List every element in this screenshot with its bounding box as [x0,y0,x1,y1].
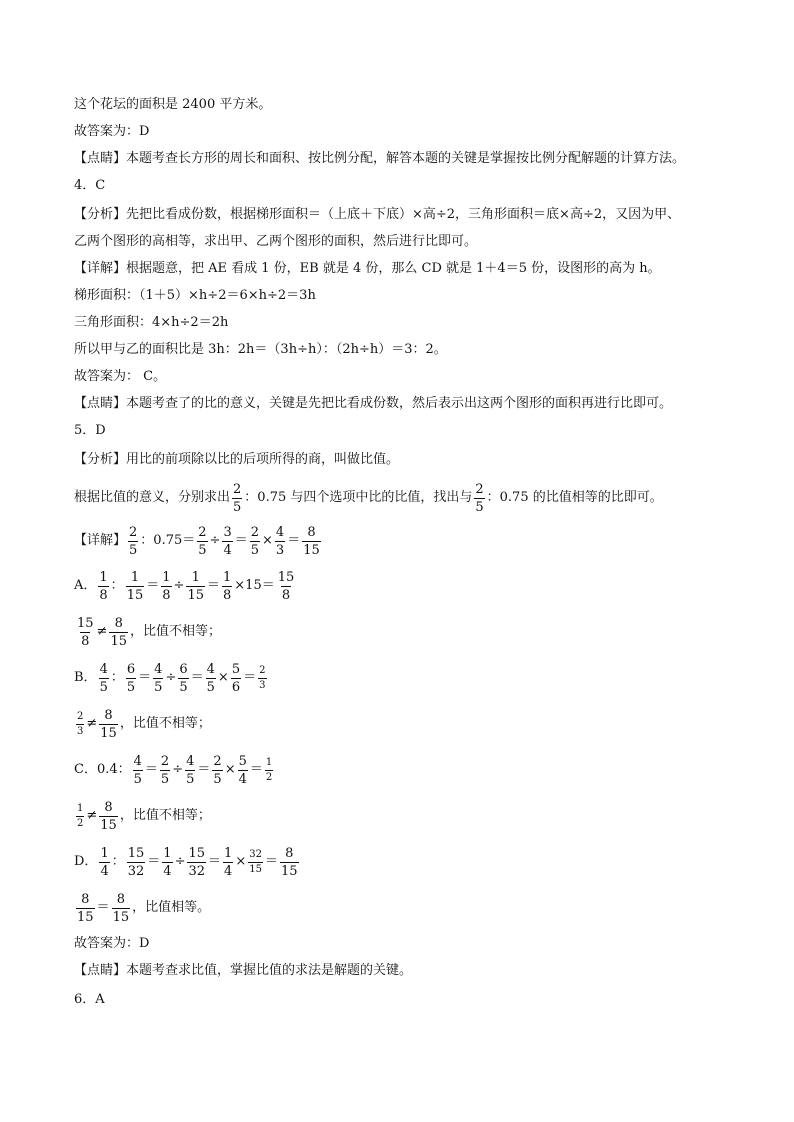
fraction [76,893,95,924]
fraction [76,712,84,737]
numerator: 5 [231,661,241,677]
text-segment: B． [74,670,97,685]
denominator: 5 [154,679,163,695]
denominator: 4 [100,863,109,879]
fraction [76,617,95,648]
text-segment: ＝ [197,762,211,777]
numerator: 1 [223,569,232,585]
fraction [474,483,484,514]
fraction [98,571,108,602]
fraction [222,526,232,557]
text-segment: ≠ [86,716,98,731]
fraction [258,666,266,691]
analysis-line [74,480,663,516]
numerator: 2 [475,481,484,497]
analysis-line: 【分析】用比的前项除以比的后项所得的商，叫做比值。 [74,452,400,467]
text-segment: C．0.4： [74,762,131,777]
numerator: 8 [114,615,123,631]
fraction [232,483,242,514]
denominator: 2 [265,771,273,783]
denominator: 6 [231,679,241,695]
denominator: 8 [223,587,232,603]
text-segment: ，比值不相等； [130,624,222,639]
numerator: 1 [191,569,200,585]
denominator: 4 [223,542,232,558]
text-segment: ＝ [146,578,160,593]
denominator: 5 [133,771,142,787]
denominator: 5 [129,542,138,558]
numerator: 2 [77,710,84,722]
text-segment: ÷ [172,762,184,777]
denominator: 8 [162,587,171,603]
analysis-line: 乙两个图形的高相等，求出甲、乙两个图形的面积，然后进行比即可。 [74,234,478,249]
denominator: 15 [100,817,117,833]
numerator: 2 [160,753,170,769]
numerator: 2 [250,524,260,540]
denominator: 5 [233,499,242,515]
text-segment: A． [74,578,97,593]
fraction [250,526,260,557]
numerator: 15 [188,845,206,861]
formula-line: 三角形面积：4×h÷2＝2h [74,315,229,330]
fraction [231,663,241,694]
fraction [99,663,109,694]
numerator: 8 [285,845,294,861]
text-segment: ，比值相等。 [132,900,211,915]
text: 根据比值的意义，分别求出 [74,490,231,505]
text-segment: ＝ [287,533,301,548]
fraction [153,663,163,694]
fraction [112,893,131,924]
numerator: 15 [77,615,94,631]
text: ：0.75 的比值相等的比即可。 [486,490,663,505]
denominator: 15 [280,863,298,879]
text-segment: ： [110,670,124,685]
numerator: 8 [307,524,316,540]
denominator: 15 [249,863,262,875]
fraction [126,663,136,694]
fraction [99,801,118,832]
option-d-line [74,844,301,880]
denominator: 5 [475,499,484,515]
denominator: 5 [160,771,170,787]
numerator: 2 [233,481,242,497]
denominator: 5 [99,679,108,695]
denominator: 2 [77,817,84,829]
fraction [109,617,128,648]
comment-line: 【点睛】本题考查求比值，掌握比值的求法是解题的关键。 [74,963,413,978]
comment-line: 【点睛】本题考查长方形的周长和面积、按比例分配，解答本题的关键是掌握按比例分配解题的计算方法。 [74,151,686,166]
numerator: 6 [179,661,188,677]
denominator: 15 [110,633,127,649]
text-segment: ，比值不相等； [119,808,211,823]
denominator: 3 [259,679,266,691]
numerator: 8 [104,707,113,723]
text-segment: ＝ [234,533,248,548]
text-segment: × [235,854,247,869]
fraction [302,526,321,557]
text-segment: ＝ [147,854,161,869]
text-segment: ÷ [209,533,221,548]
text-segment: ＝ [96,900,110,915]
denominator: 8 [281,587,291,603]
text-segment: ÷ [173,578,185,593]
numerator: 1 [265,756,273,768]
fraction [265,758,273,783]
fraction [222,571,232,602]
text-segment: ＝ [243,670,257,685]
numerator: 4 [206,661,215,677]
numerator: 4 [99,661,108,677]
answer-line: 故答案为：D [74,936,150,951]
comparison-line [74,706,211,742]
option-c-line [74,752,275,788]
text-segment: ，比值不相等； [119,716,211,731]
numerator: 1 [130,569,140,585]
denominator: 15 [303,542,320,558]
numerator: 2 [129,524,138,540]
text-segment: ＝ [208,854,222,869]
fraction [186,571,205,602]
numerator: 3 [223,524,232,540]
numerator: 15 [277,569,295,585]
numerator: 4 [133,753,142,769]
text: ：0.75 与四个选项中比的比值，找出与 [244,490,473,505]
numerator: 2 [259,664,266,676]
option-b-line [74,660,269,696]
denominator: 4 [163,863,172,879]
text-segment: × [224,762,236,777]
denominator: 5 [206,679,215,695]
fraction [76,804,84,829]
numerator: 2 [198,524,207,540]
fraction [160,755,170,786]
denominator: 32 [188,863,206,879]
text-segment: ÷ [165,670,177,685]
text-segment: ≠ [86,808,98,823]
question-number: 5．D [74,423,106,438]
numerator: 6 [126,661,136,677]
denominator: 5 [179,679,188,695]
fraction [99,709,118,740]
denominator: 5 [213,771,222,787]
numerator: 1 [100,845,109,861]
text-segment: ： [110,578,124,593]
text-line: 这个花坛的面积是 2400 平方米。 [74,97,272,112]
fraction [280,847,299,878]
question-number: 4．C [74,178,106,193]
comment-line: 【点睛】本题考查了的比的意义，关键是先把比看成份数，然后表示出这两个图形的面积再进行比即可。 [74,396,673,411]
fraction [99,847,109,878]
formula-line: 所以甲与乙的面积比是 3h：2h＝（3h÷h）：（2h÷h）＝3：2。 [74,342,447,357]
fraction [187,847,206,878]
detail-line [74,523,323,559]
answer-line: 故答案为：D [74,124,150,139]
numerator: 1 [99,569,108,585]
text-segment: × [262,533,273,548]
numerator: 4 [186,753,195,769]
text-segment: ：0.75＝ [140,533,196,548]
comparison-line [74,614,221,650]
fraction [275,526,285,557]
fraction [127,847,146,878]
text-segment: ＝ [138,670,152,685]
text-segment: ＝ [249,762,263,777]
text-segment: ＝ [144,762,158,777]
text-segment: ≠ [96,624,108,639]
denominator: 4 [224,863,233,879]
option-a-line [74,568,297,604]
numerator: 4 [275,524,285,540]
numerator: 5 [238,753,247,769]
formula-line: 梯形面积：（1＋5）×h÷2＝6×h÷2＝3h [74,288,316,303]
numerator: 1 [163,845,172,861]
comparison-line [74,798,211,834]
fraction [197,526,207,557]
denominator: 5 [186,771,195,787]
text-segment: ＝ [190,670,204,685]
answer-line: 故答案为： C。 [74,369,167,384]
fraction [212,755,222,786]
numerator: 2 [213,753,222,769]
comparison-line [74,890,210,926]
fraction [178,663,188,694]
fraction [248,850,263,875]
denominator: 15 [112,909,130,925]
text-segment: ＝ [264,854,278,869]
fraction [238,755,248,786]
denominator: 3 [77,725,84,737]
detail-line: 【详解】根据题意，把 AE 看成 1 份，EB 就是 4 份，那么 CD 就是 1＋4＝5 份，设图形的高为 h。 [74,261,661,276]
denominator: 8 [81,633,90,649]
text-segment: 【详解】 [74,533,127,548]
numerator: 8 [116,891,125,907]
text-segment: ： [111,854,125,869]
numerator: 1 [77,802,84,814]
text-segment: ×15＝ [234,578,275,593]
numerator: 15 [127,845,145,861]
denominator: 32 [127,863,145,879]
fraction [128,526,138,557]
analysis-line: 【分析】先把比看成份数，根据梯形面积＝（上底＋下底）×高÷2，三角形面积＝底×高÷2，又因为甲、 [74,207,681,222]
text-segment: D． [74,854,98,869]
denominator: 5 [250,542,260,558]
fraction [161,571,171,602]
fraction [133,755,143,786]
denominator: 15 [77,909,94,925]
text-segment: × [217,670,229,685]
denominator: 4 [238,771,247,787]
fraction [277,571,296,602]
denominator: 5 [198,542,207,558]
numerator: 8 [104,799,113,815]
text-segment: ÷ [174,854,186,869]
denominator: 15 [126,587,144,603]
denominator: 8 [99,587,108,603]
fraction [126,571,145,602]
fraction [206,663,216,694]
numerator: 32 [249,848,262,860]
fraction [223,847,233,878]
fraction [185,755,195,786]
text-segment: ＝ [206,578,220,593]
denominator: 3 [275,542,285,558]
numerator: 1 [162,569,171,585]
numerator: 1 [224,845,233,861]
denominator: 5 [126,679,136,695]
question-number: 6．A [74,992,105,1007]
numerator: 8 [81,891,90,907]
denominator: 15 [187,587,204,603]
numerator: 4 [154,661,163,677]
fraction [162,847,172,878]
denominator: 15 [100,725,117,741]
